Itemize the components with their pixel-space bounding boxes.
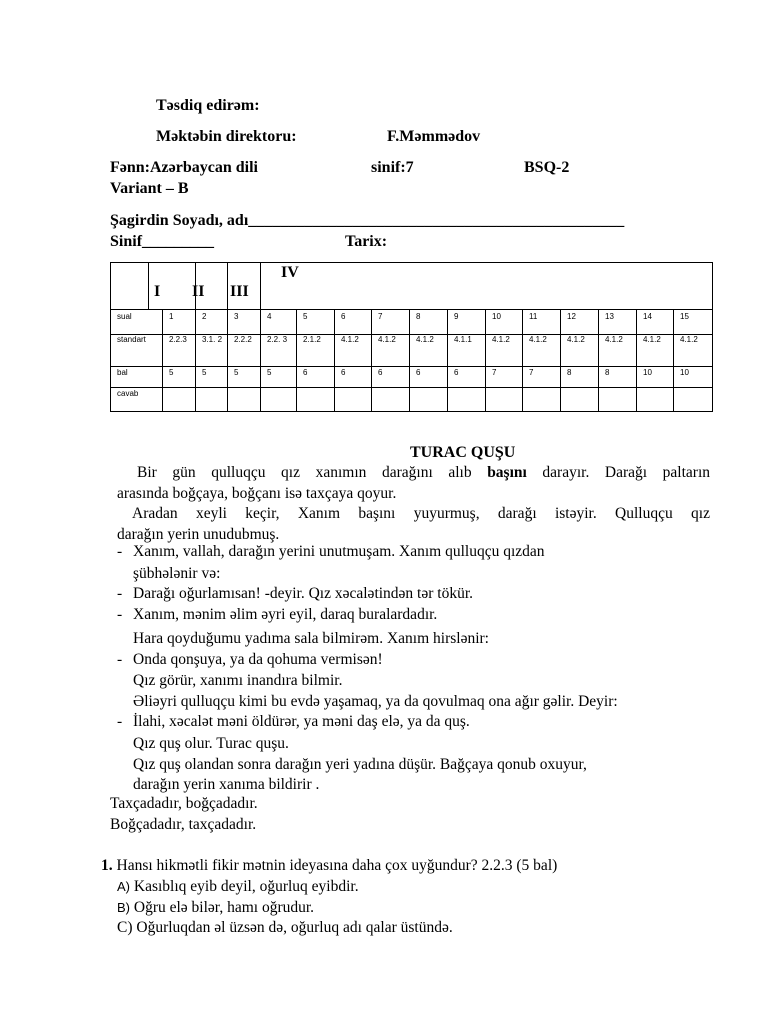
story-line: Darağı oğurlamısan! -deyir. Qız xəcalətindən tər tökür. <box>133 585 474 602</box>
question-cell: 10 <box>492 312 501 321</box>
section-iv: IV <box>281 264 299 281</box>
question-cell: 5 <box>303 312 308 321</box>
answer-cell[interactable] <box>335 388 369 410</box>
standard-cell: 4.1.2 <box>605 335 623 344</box>
story-line: İlahi, xəcalət məni öldürər, ya məni daş elə, ya da quş. <box>133 713 470 730</box>
story-line: Xanım, mənim əlim əyri eyil, daraq buralardadır. <box>133 606 438 623</box>
director-name: F.Məmmədov <box>387 128 481 145</box>
standard-cell: 4.1.2 <box>492 335 510 344</box>
section-ii: II <box>192 283 205 300</box>
dash-marker: - <box>117 606 123 623</box>
option-a <box>117 878 359 896</box>
answer-cell[interactable] <box>637 388 671 410</box>
section-i: I <box>154 283 161 300</box>
date-label: Tarix: <box>345 233 388 250</box>
story-line: darağın yerin unudubmuş. <box>117 526 280 543</box>
question-text: Hansı hikmətli fikir mətnin ideyasına daha çox uyğundur? 2.2.3 (5 bal) <box>116 857 558 874</box>
variant-label: Variant – B <box>110 180 189 197</box>
answer-cell[interactable] <box>228 388 262 410</box>
director-label: Məktəbin direktoru: <box>156 128 297 145</box>
points-cell: 6 <box>416 368 421 377</box>
standard-cell: 2.2.2 <box>234 335 252 344</box>
answer-cell[interactable] <box>297 388 331 410</box>
answer-cell[interactable] <box>163 388 197 410</box>
score-table <box>110 262 713 412</box>
grade-label: sinif:7 <box>371 159 414 176</box>
question-cell: 4 <box>267 312 272 321</box>
section-iii: III <box>230 283 249 300</box>
points-cell: 8 <box>567 368 572 377</box>
story-line: Əliəyri qulluqçu kimi bu evdə yaşamaq, ya da qovulmaq ona ağır gəlir. Deyir: <box>133 693 618 710</box>
story-line: Aradan xeyli keçir, Xanım başını yuyurmuş, darağı istəyir. Qulluqçu qız <box>132 505 710 522</box>
test-code: BSQ-2 <box>524 159 570 176</box>
standard-cell: 2.1.2 <box>303 335 321 344</box>
story-line: Xanım, vallah, darağın yerini unutmuşam. Xanım qulluqçu qızdan <box>133 543 545 560</box>
points-cell: 7 <box>529 368 534 377</box>
standard-cell: 4.1.2 <box>643 335 661 344</box>
story-title: TURAC QUŞU <box>410 444 516 461</box>
question-number-text: 1. <box>101 857 113 874</box>
story-line: Qız quş olandan sonra darağın yeri yadına düşür. Bağçaya qonub oxuyur, <box>133 756 587 773</box>
question-cell: 2 <box>202 312 207 321</box>
option-a-text: Kasıblıq eyib deyil, oğurluq eyibdir. <box>133 878 359 895</box>
class-line: Sinif_________ <box>110 233 215 250</box>
story-line: Hara qoyduğumu yadıma sala bilmirəm. Xanım hirslənir: <box>133 630 489 647</box>
standard-cell: 4.1.2 <box>680 335 698 344</box>
points-cell: 7 <box>492 368 497 377</box>
subject-label: Fənn:Azərbaycan dili <box>110 159 258 176</box>
verse-line: Taxçadadır, boğçadadır. <box>110 795 258 812</box>
points-cell: 6 <box>303 368 308 377</box>
points-cell: 8 <box>605 368 610 377</box>
question-cell: 14 <box>643 312 652 321</box>
points-cell: 6 <box>378 368 383 377</box>
option-b-text: Oğru elə bilər, hamı oğrudur. <box>133 899 315 916</box>
standard-cell: 4.1.2 <box>529 335 547 344</box>
standard-cell: 4.1.2 <box>567 335 585 344</box>
points-cell: 6 <box>341 368 346 377</box>
dash-marker: - <box>117 651 123 668</box>
standard-cell: 4.1.2 <box>378 335 396 344</box>
question-cell: 15 <box>680 312 689 321</box>
answer-cell[interactable] <box>486 388 520 410</box>
question-cell: 7 <box>378 312 383 321</box>
story-line <box>110 464 710 482</box>
standard-cell: 4.1.2 <box>416 335 434 344</box>
option-b <box>117 899 314 917</box>
answer-cell[interactable] <box>523 388 557 410</box>
answer-cell[interactable] <box>372 388 406 410</box>
standard-cell: 4.1.1 <box>454 335 472 344</box>
row-label-points: bal <box>117 368 128 377</box>
question-cell: 8 <box>416 312 421 321</box>
approval-label: Təsdiq edirəm: <box>156 97 260 114</box>
row-label-answer: cavab <box>117 389 139 398</box>
story-line: Qız görür, xanımı inandıra bilmir. <box>133 672 343 689</box>
question-number <box>101 857 557 875</box>
student-name-line: Şagirdin Soyadı, adı_______________________________________________ <box>110 212 625 229</box>
question-cell: 6 <box>341 312 346 321</box>
verse-line: Boğçadadır, taxçadadır. <box>110 816 257 833</box>
answer-cell[interactable] <box>561 388 595 410</box>
answer-cell[interactable] <box>261 388 295 410</box>
standard-cell: 3.1. 2 <box>202 335 223 344</box>
story-text-bold: başını <box>487 464 527 481</box>
option-a-label: A) <box>117 879 130 894</box>
question-cell: 9 <box>454 312 459 321</box>
points-cell: 6 <box>454 368 459 377</box>
question-cell: 3 <box>234 312 239 321</box>
answer-cell[interactable] <box>599 388 633 410</box>
story-text: Bir gün qulluqçu qız xanımın darağını alıb <box>137 464 472 481</box>
question-cell: 1 <box>169 312 174 321</box>
row-label-question: sual <box>117 312 132 321</box>
story-line: darağın yerin xanıma bildirir . <box>133 776 320 793</box>
points-cell: 5 <box>267 368 272 377</box>
dash-marker: - <box>117 713 123 730</box>
story-line: Qız quş olur. Turac quşu. <box>133 735 289 752</box>
question-cell: 11 <box>529 312 538 321</box>
standard-cell: 2.2.3 <box>169 335 187 344</box>
row-label-standard: standart <box>117 335 146 344</box>
points-cell: 10 <box>643 368 652 377</box>
points-cell: 5 <box>202 368 207 377</box>
dash-marker: - <box>117 543 123 560</box>
answer-cell[interactable] <box>410 388 444 410</box>
story-text: darayır. Darağı paltarın <box>542 464 711 481</box>
dash-marker: - <box>117 585 123 602</box>
standard-cell: 4.1.2 <box>341 335 359 344</box>
points-cell: 5 <box>169 368 174 377</box>
question-cell: 13 <box>605 312 614 321</box>
answer-cell[interactable] <box>448 388 482 410</box>
points-cell: 5 <box>234 368 239 377</box>
story-line: şübhələnir və: <box>133 565 221 582</box>
story-line: Onda qonşuya, ya da qohuma vermisən! <box>133 651 383 668</box>
standard-cell: 2.2. 3 <box>267 335 288 344</box>
option-c: C) Oğurluqdan əl üzsən də, oğurluq adı qalar üstündə. <box>117 919 453 936</box>
question-cell: 12 <box>567 312 576 321</box>
story-line: arasında boğçaya, boğçanı isə taxçaya qoyur. <box>117 485 397 502</box>
points-cell: 10 <box>680 368 689 377</box>
option-b-label: B) <box>117 900 130 915</box>
answer-cell[interactable] <box>196 388 230 410</box>
answer-cell[interactable] <box>674 388 708 410</box>
